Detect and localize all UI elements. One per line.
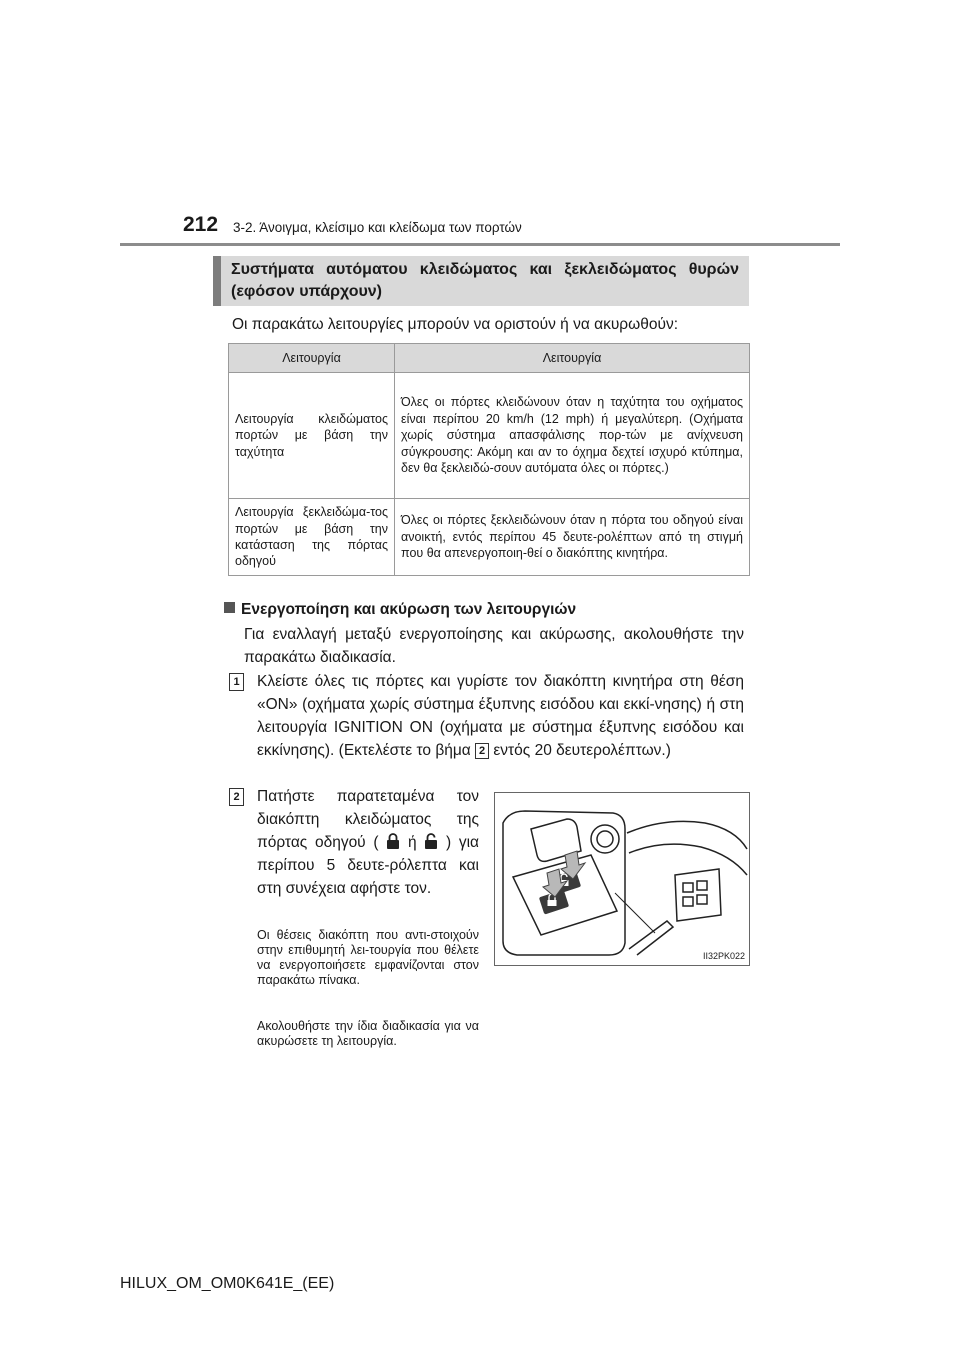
door-lock-switch-illustration	[495, 793, 750, 966]
subsection-title: Ενεργοποίηση και ακύρωση των λειτουργιών	[241, 601, 577, 618]
step-1-text-part: εντός 20 δευτερολέπτων.)	[493, 742, 671, 759]
functions-table	[228, 343, 750, 576]
step-reference-badge: 2	[475, 743, 489, 759]
step-2-text-part: Πατήστε παρατεταμένα τον διακόπτη κλειδώματος της πόρτας οδηγού (	[257, 788, 479, 851]
figure-code: II32PK022	[702, 951, 745, 961]
step-1-text-part: Κλείστε όλες τις πόρτες και γυρίστε τον διακόπτη κινητήρα στη θέση «ON» (οχήματα χωρίς σύστημα έξυπνης εισόδου και εκκί-νησης) ή στη λειτουργία IGNITION ON (οχήματα με σύστημα έξυπνης εισόδου και εκκίνησης). (Εκτελέστε το βήμα	[257, 673, 744, 759]
unlock-icon	[424, 832, 438, 850]
square-bullet-icon	[224, 602, 235, 613]
table-header-row	[229, 344, 750, 373]
header-divider	[120, 243, 840, 246]
step-1-text	[257, 670, 744, 762]
door-lock-switch-figure	[494, 792, 750, 966]
section-box-title: Συστήματα αυτόματου κλειδώματος και ξεκλειδώματος θυρών (εφόσον υπάρχουν)	[231, 261, 739, 300]
function-description-cell: Όλες οι πόρτες ξεκλειδώνουν όταν η πόρτα του οδηγού είναι ανοικτή, εντός περίπου 45 δευτε-ρολέπτων από τη στιγμή που θα απενεργοποιη-θεί ο διακόπτης κινητήρα.	[395, 499, 750, 576]
function-name-cell: Λειτουργία ξεκλειδώμα-τος πορτών με βάση την κατάσταση της πόρτας οδηγού	[229, 499, 395, 576]
step-2-text-part: ή	[407, 834, 417, 851]
step-number-badge: 2	[229, 788, 244, 806]
function-name-cell: Λειτουργία κλειδώματος πορτών με βάση την ταχύτητα	[229, 373, 395, 499]
table-row	[229, 373, 750, 499]
intro-text: Οι παρακάτω λειτουργίες μπορούν να οριστούν ή να ακυρωθούν:	[232, 316, 678, 333]
footer-code: HILUX_OM_OM0K641E_(EE)	[120, 1275, 335, 1292]
section-title: 3-2. Άνοιγμα, κλείσιμο και κλείδωμα των πορτών	[233, 220, 522, 235]
step-2-text	[257, 785, 479, 900]
subsection-intro: Για εναλλαγή μεταξύ ενεργοποίησης και ακύρωσης, ακολουθήστε την παρακάτω διαδικασία.	[244, 626, 744, 666]
step-number-badge: 1	[229, 673, 244, 691]
table-header: Λειτουργία	[395, 344, 750, 373]
step-2-text-part: ) για περίπου 5 δευτε-ρόλεπτα και στη συνέχεια αφήστε τον.	[257, 834, 479, 897]
subsection-heading	[224, 601, 576, 619]
section-box	[213, 256, 749, 306]
table-header: Λειτουργία	[229, 344, 395, 373]
step-2-note: Οι θέσεις διακόπτη που αντι-στοιχούν στην επιθυμητή λει-τουργία που θέλετε να ενεργοποιήσετε εμφανίζονται στον παρακάτω πίνακα.	[257, 928, 479, 987]
page-number: 212	[183, 213, 219, 236]
table-row	[229, 499, 750, 576]
step-2-note: Ακολουθήστε την ίδια διαδικασία για να ακυρώσετε τη λειτουργία.	[257, 1019, 479, 1048]
lock-icon	[386, 832, 400, 850]
function-description-cell: Όλες οι πόρτες κλειδώνουν όταν η ταχύτητα του οχήματος είναι περίπου 20 km/h (12 mph) ή μεγαλύτερη. (Οχήματα χωρίς σύστημα απασφάλισης πορ-τών με ανίχνευση σύγκρουσης: Ακόμη και αν το όχημα δεχτεί ισχυρό κτύπημα, δεν θα ξεκλειδώ-σουν αυτόματα όλες οι πόρτες.)	[395, 373, 750, 499]
